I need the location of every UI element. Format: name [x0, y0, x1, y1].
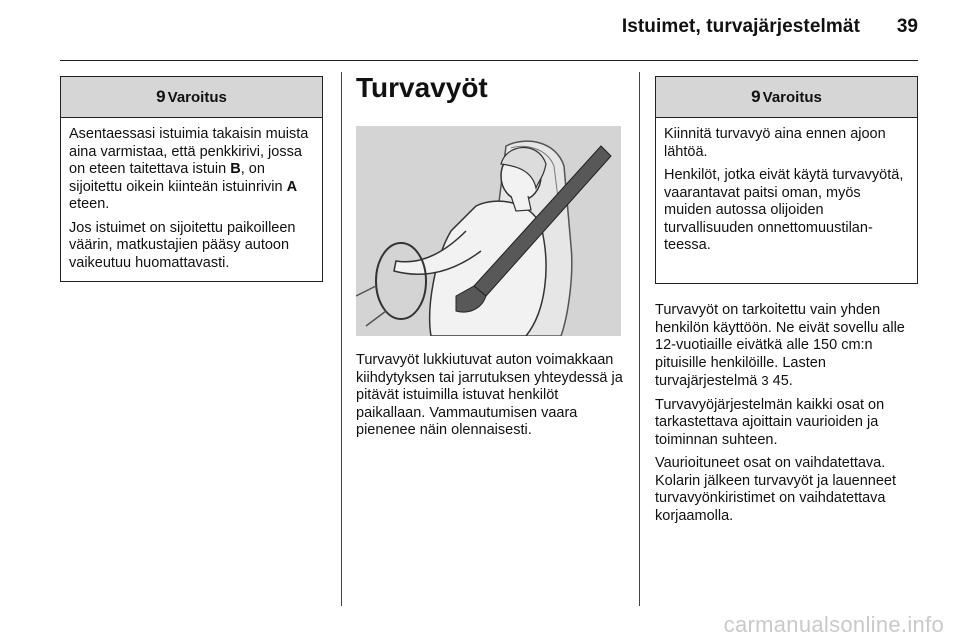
- warning-header: [656, 77, 917, 118]
- seatbelt-illustration: [356, 126, 621, 336]
- warning-title: Varoitus: [167, 88, 227, 106]
- warning-header: [61, 77, 322, 118]
- right-paragraph-2: Turvavyöjärjestelmän kaikki osat on tarkastettava ajoittain vaurioiden ja toiminnan suhteen.: [655, 396, 885, 448]
- right-paragraph-3: Vaurioituneet osat on vaihdatettava. Kolarin jälkeen turvavyöt ja lauenneet turvavyönkiristimet on vaihdatettava korjaamolla.: [655, 455, 897, 524]
- page-reference-link[interactable]: 45.: [768, 373, 793, 389]
- watermark: carmanualsonline.info: [723, 612, 944, 637]
- page-reference-icon[interactable]: 3: [761, 373, 769, 388]
- seatbelt-drawing: [356, 126, 621, 336]
- section-title: Turvavyöt: [356, 72, 488, 103]
- page-header-title: Istuimet, turvajärjestelmät: [621, 16, 860, 37]
- seatbelt-description: [356, 352, 626, 446]
- column-divider-left: [341, 72, 342, 606]
- page-number: 39: [896, 16, 918, 37]
- warning-box-left: [60, 76, 323, 282]
- warning-symbol-icon: 9: [156, 87, 166, 106]
- middle-paragraph: Turvavyöt lukkiutuvat auton voimakkaan kiihdytyksen tai jarrutuksen yhteydessä ja pitävät istuimilla istuvat henkilöt paikallaan. Vammautumisen vaara pienenee näin olennaisesti.: [356, 352, 623, 438]
- warning-paragraph-1: Kiinnitä turvavyö aina ennen ajoon lähtöä.: [664, 126, 886, 160]
- warning-paragraph-2: Henkilöt, jotka eivät käytä turvavyötä, vaarantavat paitsi oman, myös muiden autossa olijoiden turvallisuuden onnettomuustilanteessa.: [664, 167, 904, 253]
- warning-body: [61, 118, 322, 280]
- warning-symbol-icon: 9: [751, 87, 761, 106]
- warning-paragraph-1: Asentaessasi istuimia takaisin muista aina varmistaa, että penkkirivi, jossa on eteen taitettava istuin B, on sijoitettu oikein kiinteän istuinrivin A eteen.: [69, 126, 309, 212]
- right-paragraph-1: Turvavyöt on tarkoitettu vain yhden henkilön käyttöön. Ne eivät sovellu alle 12-vuotiaille eivätkä alle 150 cm:n pituisille henkilöille. Lasten turvajärjestelmä 3 45.: [655, 302, 905, 389]
- column-divider-right: [639, 72, 640, 606]
- warning-body: [656, 118, 917, 263]
- right-column-text: [655, 302, 925, 531]
- warning-box-right: [655, 76, 918, 284]
- header-rule: [60, 60, 918, 61]
- warning-paragraph-2: Jos istuimet on sijoitettu paikoilleen väärin, matkustajien pääsy autoon vaikeutuu huomattavasti.: [69, 219, 296, 271]
- warning-title: Varoitus: [762, 88, 822, 106]
